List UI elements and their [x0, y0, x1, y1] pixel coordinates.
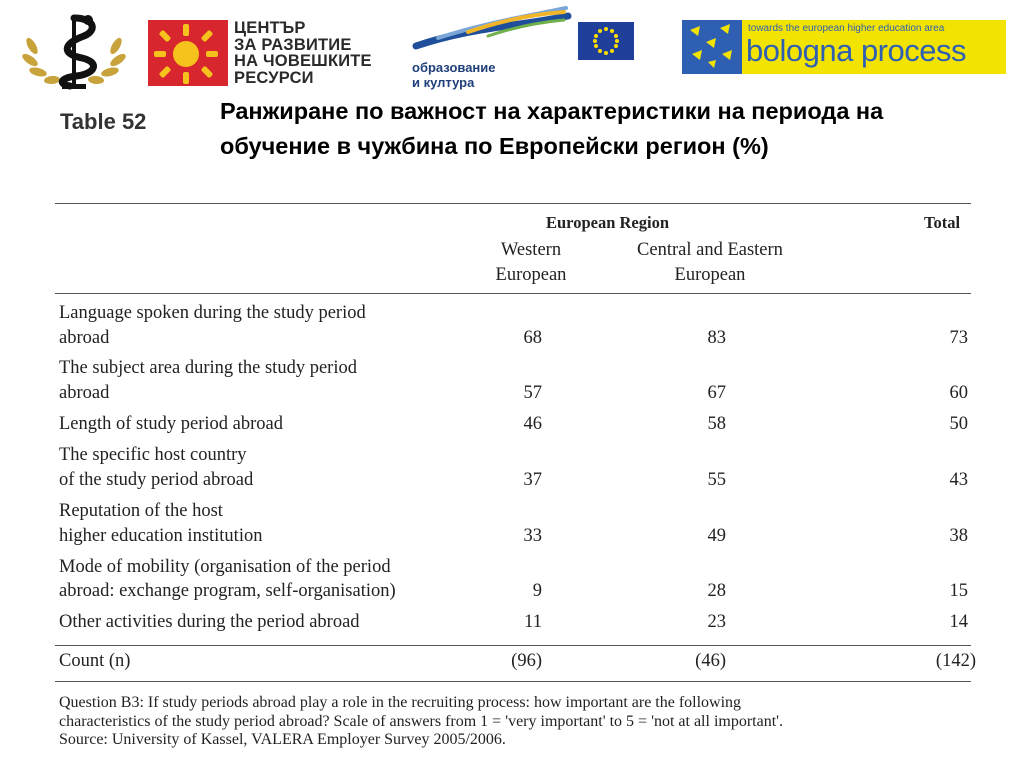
- cell-total: 60: [949, 383, 968, 403]
- sun-icon: [148, 20, 228, 86]
- count-total: (142): [935, 651, 976, 671]
- row-label: Reputation of the host: [59, 501, 223, 521]
- bologna-tagline: towards the european higher education area: [748, 23, 945, 34]
- cell-central-eastern: 28: [707, 581, 726, 601]
- col-western-header: Western: [500, 240, 562, 260]
- cell-western: 68: [523, 328, 542, 348]
- edu-wordmark: [412, 60, 496, 90]
- hrdc-logo: [148, 20, 392, 86]
- cell-central-eastern: 49: [707, 526, 726, 546]
- hrdc-line: НА ЧОВЕШКИТЕ: [234, 52, 372, 70]
- table-top-rule: [55, 203, 971, 204]
- footnote-line: Question B3: If study periods abroad play a role in the recruiting process: how important are the following: [59, 694, 742, 711]
- eu-flag-icon: [578, 22, 634, 60]
- cell-total: 73: [949, 328, 968, 348]
- row-label: The subject area during the study period: [59, 358, 357, 378]
- header-rule: [55, 293, 971, 294]
- table-footnote: [59, 694, 783, 750]
- edu-line: образование: [412, 60, 496, 75]
- cell-western: 46: [523, 414, 542, 434]
- cell-central-eastern: 67: [707, 383, 726, 403]
- cell-total: 14: [949, 612, 968, 632]
- slide-title: Ранжиране по важност на характеристики на периода на обучение в чужбина по Европейски регион (%): [220, 98, 884, 159]
- cell-central-eastern: 55: [707, 470, 726, 490]
- cell-central-eastern: 23: [707, 612, 726, 632]
- cell-total: 43: [949, 470, 968, 490]
- edu-line: и култура: [412, 75, 475, 90]
- footnote-line: characteristics of the study period abroad? Scale of answers from 1 = 'very important' to 5 = 'not at all important'.: [59, 712, 784, 730]
- bologna-wordmark: [742, 20, 1006, 74]
- cell-western: 11: [524, 612, 542, 632]
- cell-western: 57: [523, 383, 542, 403]
- count-western: (96): [511, 651, 542, 671]
- row-label: abroad: exchange program, self-organisation): [59, 581, 396, 601]
- cell-central-eastern: 58: [707, 414, 726, 434]
- row-label: Other activities during the period abroad: [59, 612, 360, 632]
- hrdc-wordmark: [234, 20, 372, 86]
- cell-total: 15: [949, 581, 968, 601]
- cell-western: 33: [523, 526, 542, 546]
- total-header: Total: [924, 213, 961, 232]
- lifelong-learning-logo: [408, 2, 640, 90]
- row-label: The specific host country: [59, 445, 247, 465]
- row-label: Language spoken during the study period: [59, 303, 366, 323]
- row-label: of the study period abroad: [59, 470, 254, 490]
- count-top-rule: [55, 645, 971, 646]
- bologna-word: bologna process: [746, 33, 966, 68]
- row-label: abroad: [59, 328, 110, 348]
- cell-western: 9: [532, 581, 542, 601]
- table-bottom-rule: [55, 681, 971, 682]
- hrdc-line: РЕСУРСИ: [234, 68, 314, 87]
- hrdc-line: ЦЕНТЪР: [234, 19, 306, 37]
- count-label: Count (n): [59, 651, 131, 671]
- cell-western: 37: [523, 470, 542, 490]
- cell-central-eastern: 83: [707, 328, 726, 348]
- col-central-eastern-header: Central and Eastern: [637, 240, 783, 260]
- hrdc-line: ЗА РАЗВИТИЕ: [234, 35, 352, 54]
- footnote-line: Source: University of Kassel, VALERA Employer Survey 2005/2006.: [59, 731, 506, 748]
- cell-total: 38: [949, 526, 968, 546]
- cell-total: 50: [949, 414, 968, 434]
- arrows-icon: [682, 20, 742, 74]
- count-central-eastern: (46): [695, 651, 726, 671]
- row-label: abroad: [59, 383, 110, 403]
- group-header-european-region: European Region: [546, 213, 670, 232]
- row-label: higher education institution: [59, 526, 263, 546]
- row-label: Mode of mobility (organisation of the period: [59, 557, 391, 577]
- table-number-label: Table 52: [60, 109, 147, 134]
- col-central-eastern-header: European: [674, 265, 746, 285]
- asklepios-snake-logo: [18, 10, 130, 90]
- col-western-header: European: [495, 265, 567, 285]
- bologna-process-logo: [682, 20, 1006, 74]
- row-label: Length of study period abroad: [59, 414, 283, 434]
